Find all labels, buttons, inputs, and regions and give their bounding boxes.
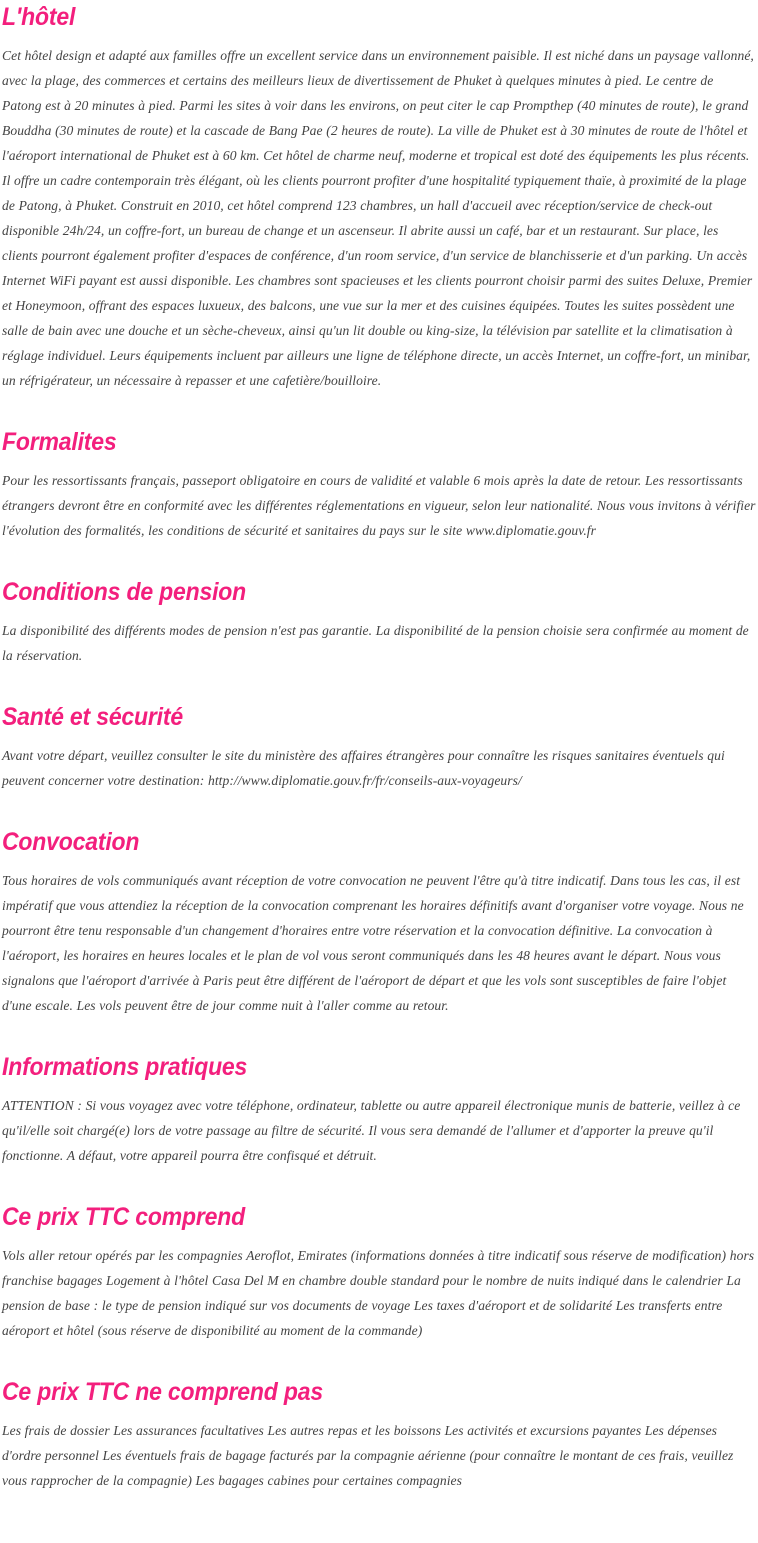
section-formalites [2,427,756,543]
section-heading-conditions-de-pension: Conditions de pension [2,578,247,606]
section-heading-informations-pratiques: Informations pratiques [2,1053,248,1081]
section-informations-pratiques [2,1052,756,1168]
section-heading-ce-prix-ttc-comprend: Ce prix TTC comprend [2,1203,245,1231]
section-body-ce-prix-ttc-comprend: Vols aller retour opérés par les compagnies Aeroflot, Emirates (informations données à titre indicatif sous réserve de modification) hors franchise bagages Logement à l'hôtel Casa Del M en chambre double standard pour le nombre de nuits indiqué dans le calendrier La pension de base : le type de pension indiqué sur vos documents de voyage Les taxes d'aéroport et de solidarité Les transferts entre aéroport et hôtel (sous réserve de disponibilité au moment de la commande) [2,1248,755,1338]
section-heading-convocation: Convocation [2,828,140,856]
section-heading-sante-et-securite: Santé et sécurité [2,703,183,731]
section-hotel [2,2,756,393]
section-body-informations-pratiques: ATTENTION : Si vous voyagez avec votre téléphone, ordinateur, tablette ou autre appareil électronique munis de batterie, veillez à ce qu'il/elle soit chargé(e) lors de votre passage au filtre de sécurité. Il vous sera demandé de l'allumer et d'apporter la preuve qu'il fonctionne. A défaut, votre appareil pourra être confisqué et détruit. [2,1098,741,1163]
section-heading-ce-prix-ttc-ne-comprend-pas: Ce prix TTC ne comprend pas [2,1378,323,1406]
section-body-convocation: Tous horaires de vols communiqués avant réception de votre convocation ne peuvent l'être qu'à titre indicatif. Dans tous les cas, il est impératif que vous attendiez la réception de la convocation comprenant les horaires définitifs avant d'organiser votre voyage. Nous ne pourront être tenu responsable d'un changement d'horaires entre votre réservation et la convocation définitive. La convocation à l'aéroport, les horaires en heures locales et le plan de vol vous seront communiqués dans les 48 heures avant le départ. Nous vous signalons que l'aéroport d'arrivée à Paris peut être différent de l'aéroport de départ et que les vols sont susceptibles de faire l'objet d'une escale. Les vols peuvent être de jour comme nuit à l'aller comme au retour. [2,873,744,1013]
section-heading-hotel: L'hôtel [2,3,76,31]
section-body-hotel: Cet hôtel design et adapté aux familles offre un excellent service dans un environnement paisible. Il est niché dans un paysage vallonné, avec la plage, des commerces et certains des meilleurs lieux de divertissement de Phuket à quelques minutes à pied. Le centre de Patong est à 20 minutes à pied. Parmi les sites à voir dans les environs, on peut citer le cap Prompthep (40 minutes de route), le grand Bouddha (30 minutes de route) et la cascade de Bang Pae (2 heures de route). La ville de Phuket est à 30 minutes de route de l'hôtel et l'aéroport international de Phuket est à 60 km. Cet hôtel de charme neuf, moderne et tropical est doté des équipements les plus récents. Il offre un cadre contemporain très élégant, où les clients pourront profiter d'une hospitalité typiquement thaïe, à proximité de la plage de Patong, à Phuket. Construit en 2010, cet hôtel comprend 123 chambres, un hall d'accueil avec réception/service de check-out disponible 24h/24, un coffre-fort, un bureau de change et un ascenseur. Il abrite aussi un café, bar et un restaurant. Sur place, les clients pourront également profiter d'espaces de conférence, d'un room service, d'un service de blanchisserie et d'un parking. Un accès Internet WiFi payant est aussi disponible. Les chambres sont spacieuses et les clients pourront choisir parmi des suites Deluxe, Premier et Honeymoon, offrant des espaces luxueux, des balcons, une vue sur la mer et des cuisines équipées. Toutes les suites possèdent une salle de bain avec une douche et un sèche-cheveux, ainsi qu'un lit double ou king-size, la télévision par satellite et la climatisation à réglage individuel. Leurs équipements incluent par ailleurs une ligne de téléphone directe, un accès Internet, un coffre-fort, un minibar, un réfrigérateur, un nécessaire à repasser et une cafetière/bouilloire. [2,48,754,388]
section-body-sante-et-securite: Avant votre départ, veuillez consulter le site du ministère des affaires étrangères pour connaître les risques sanitaires éventuels qui peuvent concerner votre destination: http://www.diplomatie.gouv.fr/fr/conseils-aux-voyageurs/ [2,748,725,788]
section-sante-et-securite [2,702,756,793]
section-conditions-de-pension [2,577,756,668]
section-body-formalites: Pour les ressortissants français, passeport obligatoire en cours de validité et valable 6 mois après la date de retour. Les ressortissants étrangers devront être en conformité avec les différentes réglementations en vigueur, selon leur nationalité. Nous vous invitons à vérifier l'évolution des formalités, les conditions de sécurité et sanitaires du pays sur le site www.diplomatie.gouv.fr [2,473,756,538]
section-convocation [2,827,756,1018]
section-heading-formalites: Formalites [2,428,117,456]
section-ce-prix-ttc-comprend [2,1202,756,1343]
section-body-conditions-de-pension: La disponibilité des différents modes de pension n'est pas garantie. La disponibilité de la pension choisie sera confirmée au moment de la réservation. [2,623,749,663]
section-body-ce-prix-ttc-ne-comprend-pas: Les frais de dossier Les assurances facultatives Les autres repas et les boissons Les activités et excursions payantes Les dépenses d'ordre personnel Les éventuels frais de bagage facturés par la compagnie aérienne (pour connaître le montant de ces frais, veuillez vous rapprocher de la compagnie) Les bagages cabines pour certaines compagnies [2,1423,734,1488]
section-ce-prix-ttc-ne-comprend-pas [2,1377,756,1493]
